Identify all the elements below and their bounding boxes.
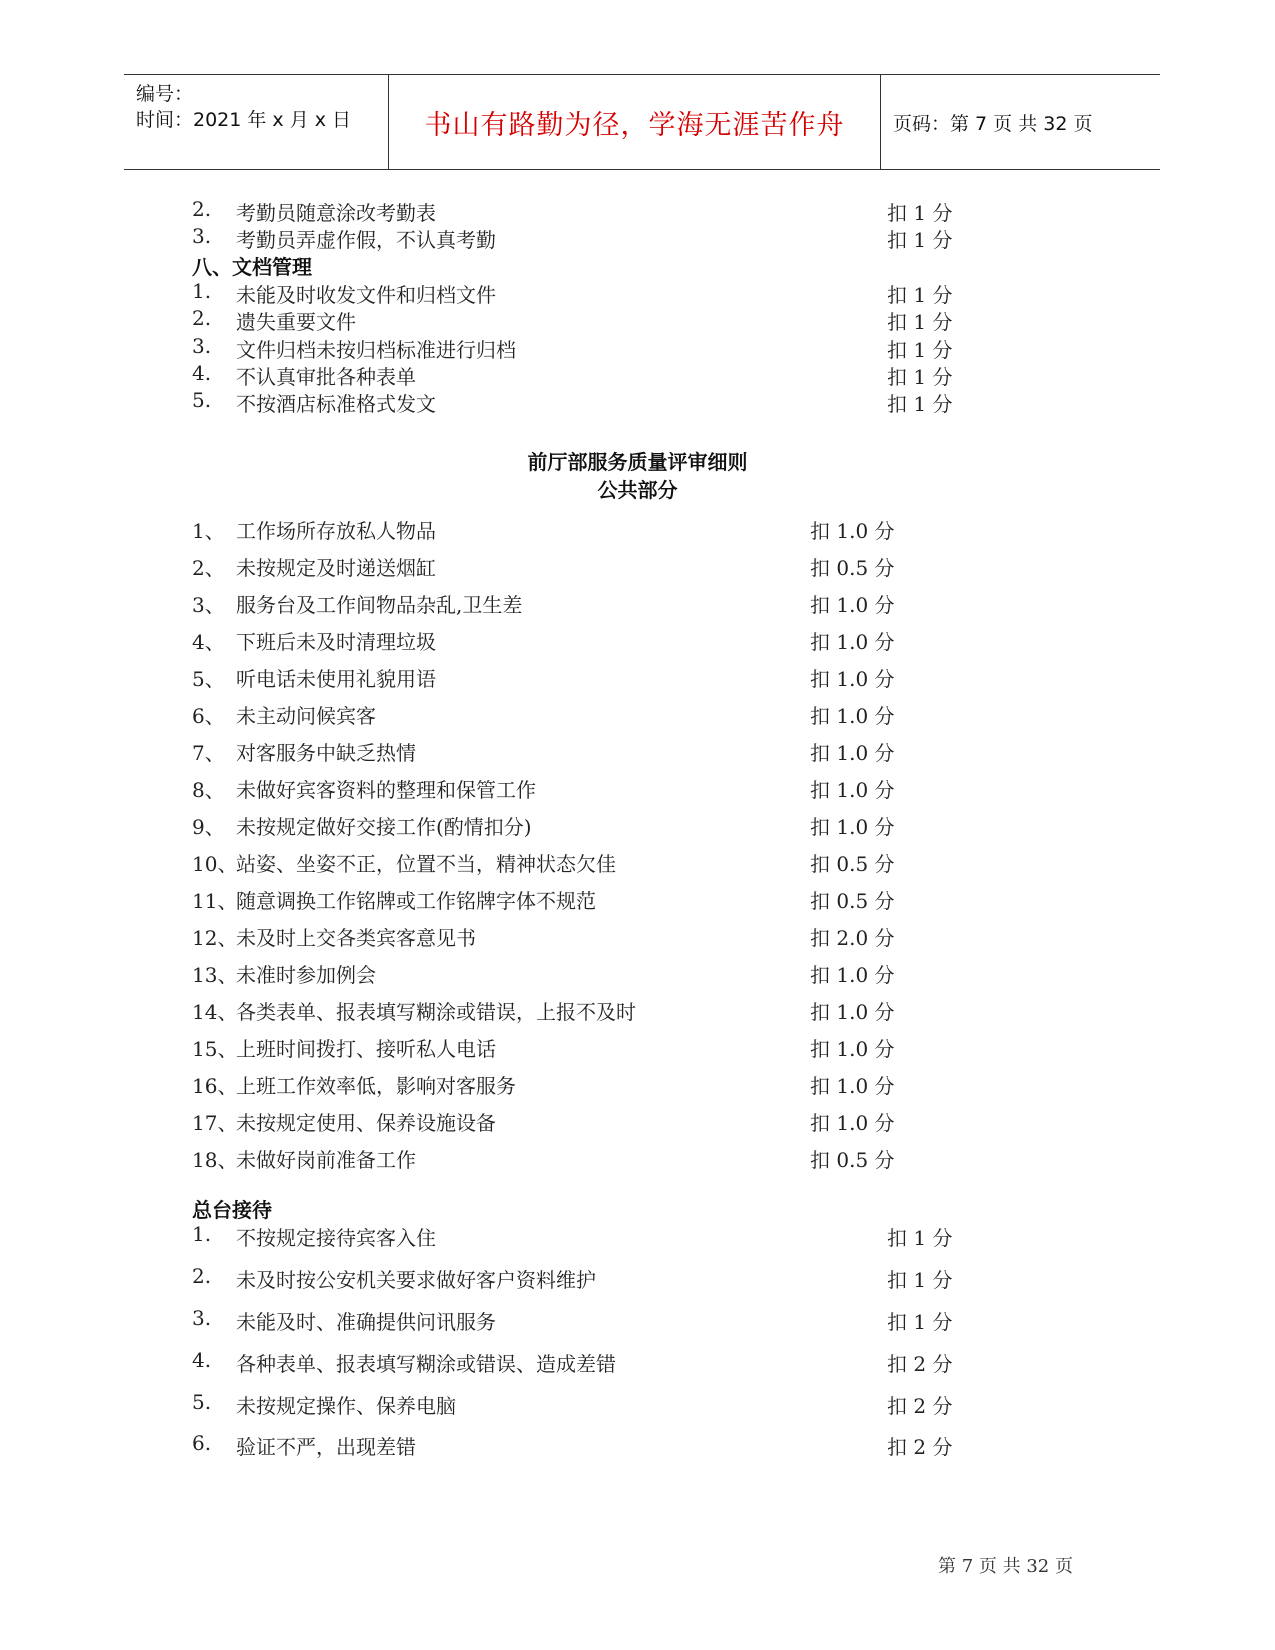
item-text: 不认真审批各种表单 bbox=[236, 365, 416, 389]
item-text: 各类表单、报表填写糊涂或错误，上报不及时 bbox=[236, 1000, 636, 1024]
item-deduction: 扣 1.0 分 bbox=[810, 704, 895, 728]
item-text: 工作场所存放私人物品 bbox=[236, 519, 436, 543]
item-deduction: 扣 1.0 分 bbox=[810, 1111, 895, 1135]
item-deduction: 扣 0.5 分 bbox=[810, 1148, 895, 1172]
item-deduction: 扣 2 分 bbox=[887, 1352, 953, 1376]
item-deduction: 扣 1.0 分 bbox=[810, 778, 895, 802]
item-text: 考勤员随意涂改考勤表 bbox=[236, 201, 436, 225]
item-deduction: 扣 0.5 分 bbox=[810, 556, 895, 580]
item-text: 未及时上交各类宾客意见书 bbox=[236, 926, 476, 950]
sub-title: 公共部分 bbox=[597, 478, 678, 502]
item-deduction: 扣 1 分 bbox=[887, 392, 953, 416]
item-deduction: 扣 0.5 分 bbox=[810, 852, 895, 876]
item-deduction: 扣 1.0 分 bbox=[810, 519, 895, 543]
date-label: 时间：2021 年 x 月 x 日 bbox=[136, 109, 352, 131]
item-number: 11、 bbox=[192, 889, 238, 913]
item-text: 上班时间拨打、接听私人电话 bbox=[236, 1037, 496, 1061]
item-number: 1、 bbox=[192, 519, 225, 543]
item-number: 3. bbox=[192, 1306, 212, 1330]
item-number: 1. bbox=[192, 1222, 212, 1246]
item-deduction: 扣 2 分 bbox=[887, 1435, 953, 1459]
item-deduction: 扣 1.0 分 bbox=[810, 1037, 895, 1061]
item-text: 未主动问候宾客 bbox=[236, 704, 376, 728]
page-header bbox=[124, 74, 1160, 170]
item-deduction: 扣 1.0 分 bbox=[810, 1074, 895, 1098]
header-page-number: 页码：第 7 页 共 32 页 bbox=[893, 112, 1093, 135]
item-deduction: 扣 1 分 bbox=[887, 283, 953, 307]
item-number: 5、 bbox=[192, 667, 225, 691]
item-text: 未能及时、准确提供问讯服务 bbox=[236, 1310, 496, 1334]
item-number: 4. bbox=[192, 1348, 212, 1372]
motto: 书山有路勤为径，学海无涯苦作舟 bbox=[424, 109, 845, 141]
item-text: 未按规定操作、保养电脑 bbox=[236, 1394, 456, 1418]
item-text: 验证不严，出现差错 bbox=[236, 1435, 416, 1459]
item-text: 未能及时收发文件和归档文件 bbox=[236, 283, 496, 307]
item-number: 3. bbox=[192, 224, 212, 248]
item-text: 各种表单、报表填写糊涂或错误、造成差错 bbox=[236, 1352, 616, 1376]
item-text: 未及时按公安机关要求做好客户资料维护 bbox=[236, 1268, 596, 1292]
item-text: 站姿、坐姿不正，位置不当，精神状态欠佳 bbox=[236, 852, 616, 876]
item-number: 3. bbox=[192, 334, 212, 358]
item-deduction: 扣 1.0 分 bbox=[810, 630, 895, 654]
item-number: 17、 bbox=[192, 1111, 238, 1135]
item-deduction: 扣 1 分 bbox=[887, 1226, 953, 1250]
item-number: 7、 bbox=[192, 741, 225, 765]
item-number: 6、 bbox=[192, 704, 225, 728]
item-number: 1. bbox=[192, 279, 212, 303]
section-title: 总台接待 bbox=[192, 1198, 272, 1222]
header-motto-cell bbox=[389, 75, 881, 169]
item-deduction: 扣 1.0 分 bbox=[810, 741, 895, 765]
item-number: 4. bbox=[192, 361, 212, 385]
page-footer: 第 7 页 共 32 页 bbox=[938, 1556, 1073, 1577]
item-text: 未准时参加例会 bbox=[236, 963, 376, 987]
item-text: 上班工作效率低，影响对客服务 bbox=[236, 1074, 516, 1098]
item-deduction: 扣 1.0 分 bbox=[810, 963, 895, 987]
serial-label: 编号： bbox=[136, 83, 194, 105]
header-page-cell bbox=[881, 75, 1160, 169]
item-number: 18、 bbox=[192, 1148, 238, 1172]
item-text: 不按酒店标准格式发文 bbox=[236, 392, 436, 416]
section-title: 八、文档管理 bbox=[192, 255, 312, 279]
item-number: 4、 bbox=[192, 630, 225, 654]
item-number: 6. bbox=[192, 1431, 212, 1455]
item-deduction: 扣 1.0 分 bbox=[810, 1000, 895, 1024]
header-info-cell bbox=[124, 75, 389, 169]
item-number: 15、 bbox=[192, 1037, 238, 1061]
item-text: 服务台及工作间物品杂乱,卫生差 bbox=[236, 593, 523, 617]
item-text: 遗失重要文件 bbox=[236, 310, 356, 334]
item-number: 9、 bbox=[192, 815, 225, 839]
item-number: 3、 bbox=[192, 593, 225, 617]
item-deduction: 扣 2.0 分 bbox=[810, 926, 895, 950]
item-text: 对客服务中缺乏热情 bbox=[236, 741, 416, 765]
item-deduction: 扣 0.5 分 bbox=[810, 889, 895, 913]
item-deduction: 扣 1 分 bbox=[887, 201, 953, 225]
item-text: 未做好宾客资料的整理和保管工作 bbox=[236, 778, 536, 802]
item-number: 2、 bbox=[192, 556, 225, 580]
item-deduction: 扣 1 分 bbox=[887, 310, 953, 334]
item-number: 2. bbox=[192, 1264, 212, 1288]
item-text: 考勤员弄虚作假，不认真考勤 bbox=[236, 228, 496, 252]
item-deduction: 扣 1.0 分 bbox=[810, 667, 895, 691]
item-text: 未做好岗前准备工作 bbox=[236, 1148, 416, 1172]
item-number: 8、 bbox=[192, 778, 225, 802]
item-number: 2. bbox=[192, 306, 212, 330]
item-deduction: 扣 1 分 bbox=[887, 338, 953, 362]
item-deduction: 扣 1 分 bbox=[887, 228, 953, 252]
item-deduction: 扣 1 分 bbox=[887, 365, 953, 389]
item-deduction: 扣 1.0 分 bbox=[810, 815, 895, 839]
item-text: 文件归档未按归档标准进行归档 bbox=[236, 338, 516, 362]
item-text: 未按规定及时递送烟缸 bbox=[236, 556, 436, 580]
item-deduction: 扣 1 分 bbox=[887, 1268, 953, 1292]
item-text: 听电话未使用礼貌用语 bbox=[236, 667, 436, 691]
item-text: 随意调换工作铭牌或工作铭牌字体不规范 bbox=[236, 889, 596, 913]
item-text: 下班后未及时清理垃圾 bbox=[236, 630, 436, 654]
item-number: 5. bbox=[192, 388, 212, 412]
item-text: 不按规定接待宾客入住 bbox=[236, 1226, 436, 1250]
item-deduction: 扣 1 分 bbox=[887, 1310, 953, 1334]
main-title: 前厅部服务质量评审细则 bbox=[527, 450, 748, 474]
item-text: 未按规定使用、保养设施设备 bbox=[236, 1111, 496, 1135]
item-number: 2. bbox=[192, 197, 212, 221]
item-number: 5. bbox=[192, 1390, 212, 1414]
item-number: 14、 bbox=[192, 1000, 238, 1024]
item-number: 12、 bbox=[192, 926, 238, 950]
item-number: 10、 bbox=[192, 852, 238, 876]
item-deduction: 扣 1.0 分 bbox=[810, 593, 895, 617]
item-number: 16、 bbox=[192, 1074, 238, 1098]
item-number: 13、 bbox=[192, 963, 238, 987]
item-deduction: 扣 2 分 bbox=[887, 1394, 953, 1418]
item-text: 未按规定做好交接工作(酌情扣分) bbox=[236, 815, 532, 839]
